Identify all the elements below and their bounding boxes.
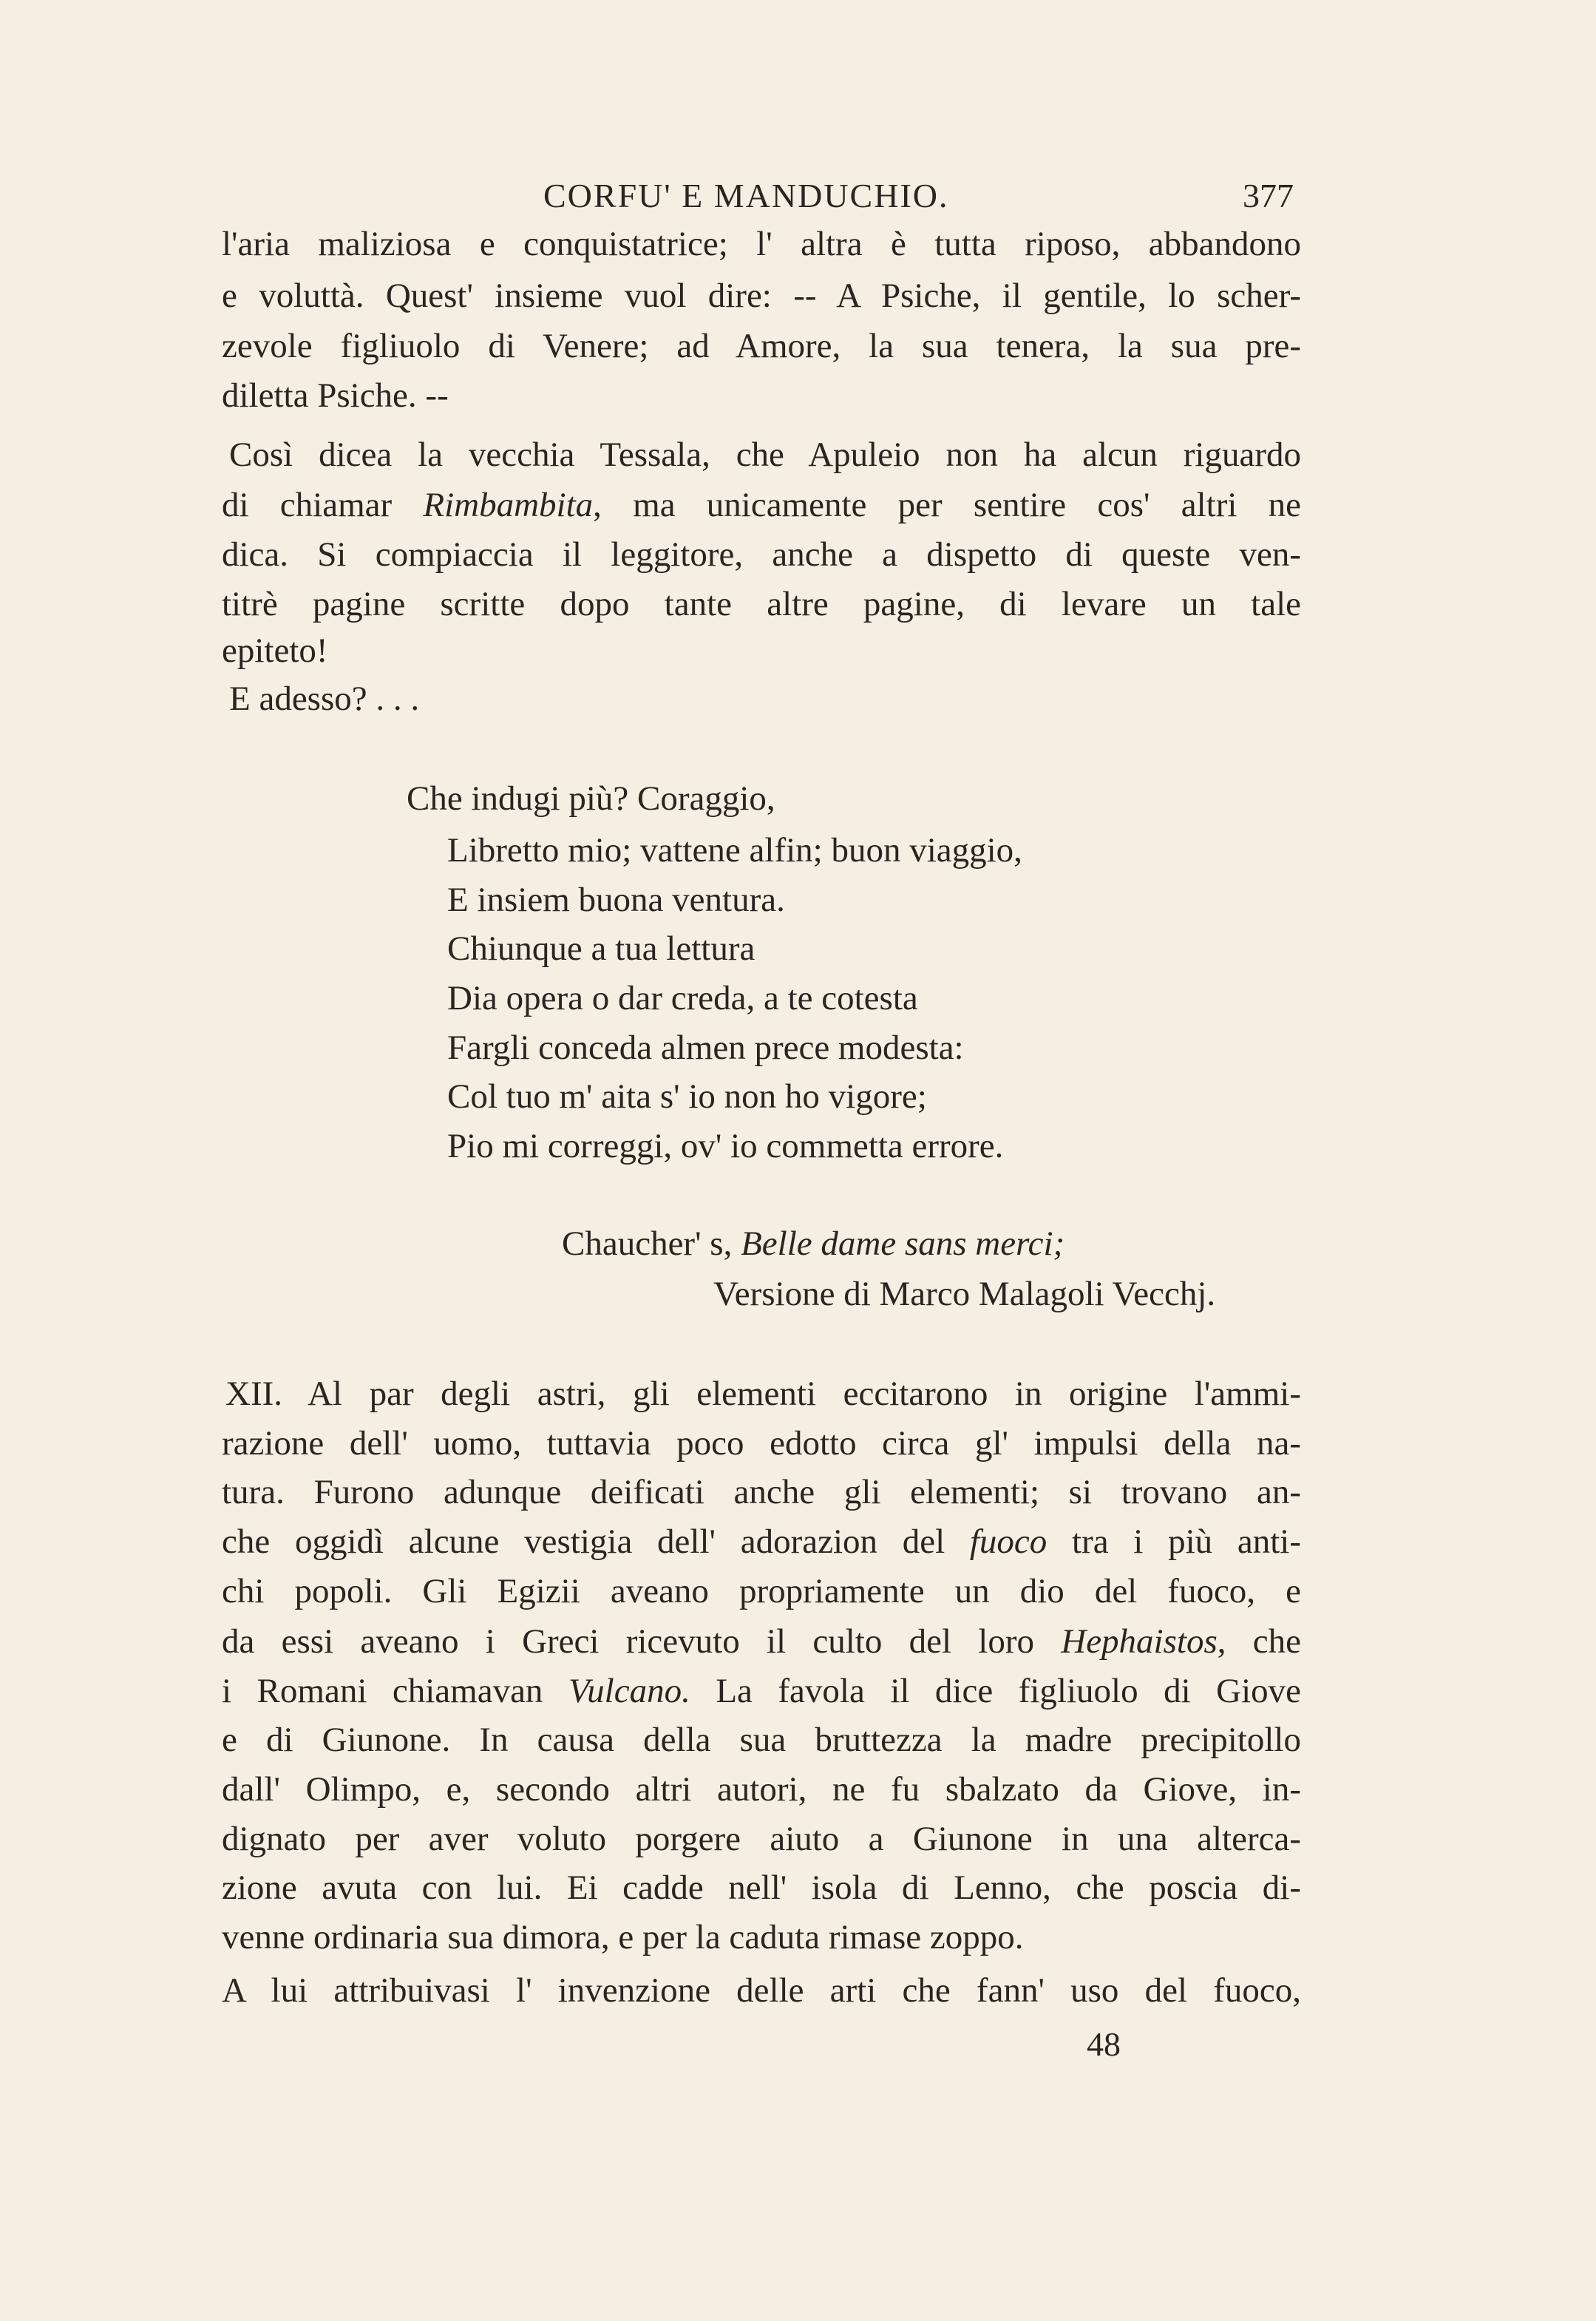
text-line: dica. Si compiaccia il leggitore, anche a dispetto di queste ven- [222,535,1301,574]
page-header [222,176,1301,220]
italic-term: Rimbambita [423,486,594,524]
text-line: i Romani chiamavan Vulcano. La favola il dice figliuolo di Giove [222,1672,1301,1710]
verse-line: Chiunque a tua lettura [447,929,755,968]
signature-mark: 48 [1087,2025,1121,2063]
italic-term: Vulcano. [568,1672,690,1710]
text-line: epiteto! [222,631,328,670]
text-line: chi popoli. Gli Egizii aveano propriamente un dio del fuoco, e [222,1572,1301,1610]
text-line: zevole figliuolo di Venere; ad Amore, la sua tenera, la sua pre- [222,327,1301,365]
text-line: venne ordinaria sua dimora, e per la caduta rimase zoppo. [222,1918,1024,1956]
attribution-author: Chaucher' s, [562,1224,733,1263]
text-line: che oggidì alcune vestigia dell' adorazion del fuoco tra i più anti- [222,1522,1301,1561]
verse-line: Pio mi correggi, ov' io commetta errore. [447,1127,1004,1165]
verse-line: Col tuo m' aita s' io non ho vigore; [447,1077,927,1116]
attribution-work: Belle dame sans merci; [741,1224,1065,1263]
text-line: Così dicea la vecchia Tessala, che Apuleio non ha alcun riguardo [229,436,1301,474]
text-line: di chiamar Rimbambita, ma unicamente per sentire cos' altri ne [222,486,1301,524]
verse-line: Che indugi più? Coraggio, [407,779,775,818]
text-line: da essi aveano i Greci ricevuto il culto del loro Hephaistos, che [222,1622,1301,1661]
text-line: zione avuta con lui. Ei cadde nell' isola di Lenno, che poscia di- [222,1868,1301,1907]
text-line: E adesso? . . . [229,680,420,718]
verse-line: Dia opera o dar creda, a te cotesta [447,979,918,1017]
text-line: XII. Al par degli astri, gli elementi eccitarono in origine l'ammi- [225,1375,1301,1413]
verse-line: E insiem buona ventura. [447,881,785,919]
text-line: razione dell' uomo, tuttavia poco edotto circa gl' impulsi della na- [222,1424,1301,1463]
text-line: l'aria maliziosa e conquistatrice; l' altra è tutta riposo, abbandono [222,225,1301,263]
verse-line: Libretto mio; vattene alfin; buon viaggio, [447,831,1022,870]
attribution-line [562,1222,1064,1266]
running-title: CORFU' E MANDUCHIO. [543,177,949,214]
text-line: e di Giunone. In causa della sua bruttezza la madre precipitollo [222,1721,1301,1759]
page-number: 377 [1243,177,1294,214]
italic-term: Hephaistos [1061,1622,1218,1661]
text-line: dall' Olimpo, e, secondo altri autori, ne fu sbalzato da Giove, in- [222,1770,1301,1809]
text-line: diletta Psiche. -- [222,376,449,415]
text-line: titrè pagine scritte dopo tante altre pagine, di levare un tale [222,585,1301,623]
text-line: dignato per aver voluto porgere aiuto a Giunone in una alterca- [222,1820,1301,1858]
attribution-version: Versione di Marco Malagoli Vecchj. [713,1275,1216,1313]
italic-term: fuoco [969,1522,1047,1561]
text-line: A lui attribuivasi l' invenzione delle arti che fann' uso del fuoco, [222,1971,1301,2010]
text-line: e voluttà. Quest' insieme vuol dire: -- A Psiche, il gentile, lo scher- [222,277,1301,315]
text-line: tura. Furono adunque deificati anche gli elementi; si trovano an- [222,1473,1301,1511]
verse-line: Fargli conceda almen prece modesta: [447,1029,964,1067]
